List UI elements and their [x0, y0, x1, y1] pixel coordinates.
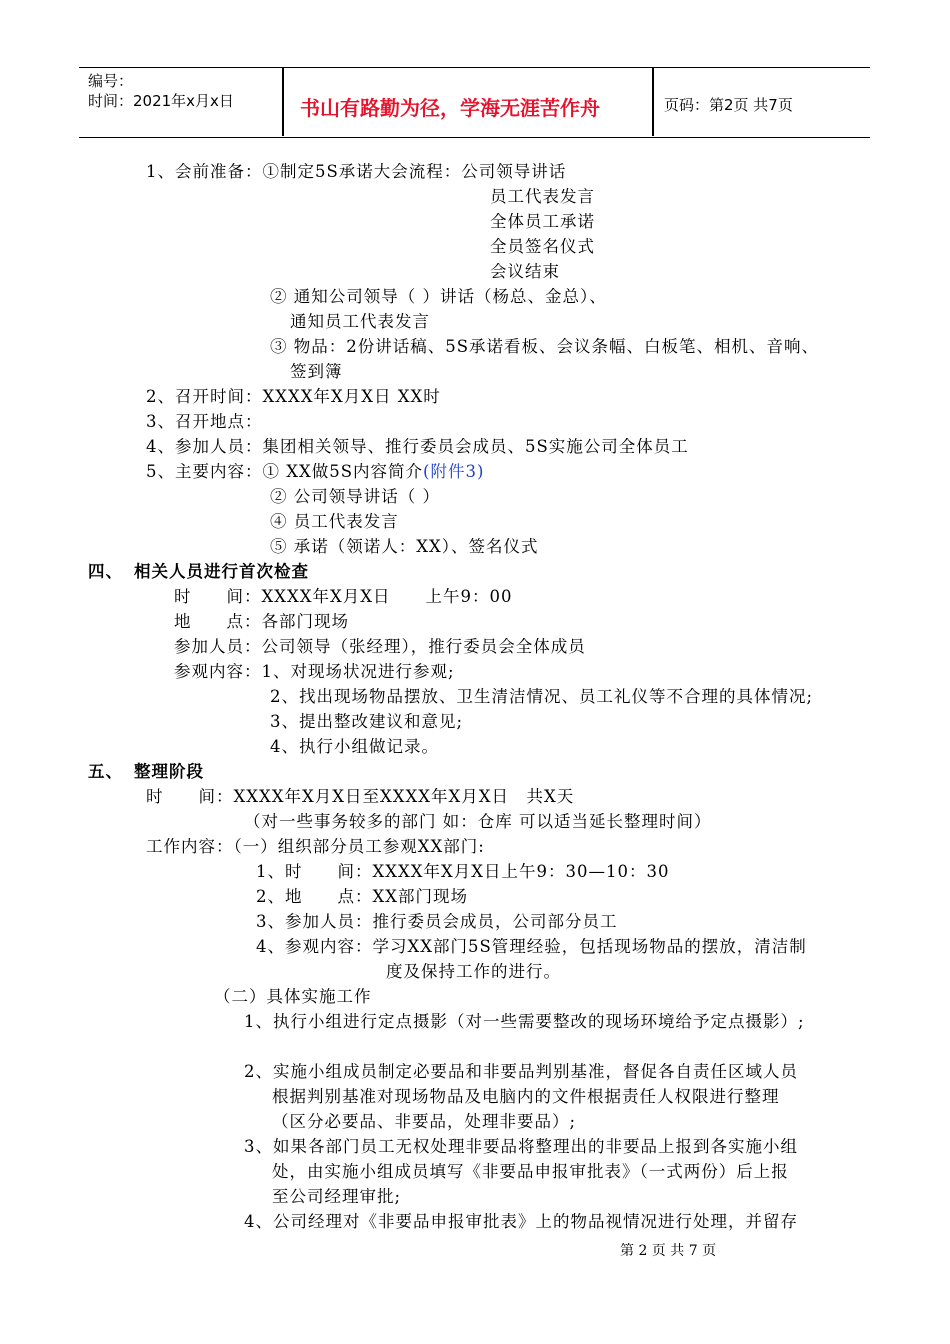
- text-line: （对一些事务较多的部门 如：仓库 可以适当延长整理时间）: [244, 812, 712, 831]
- header-motto: 书山有路勤为径，学海无涯苦作舟: [300, 96, 600, 120]
- text-line: 4、执行小组做记录。: [270, 737, 439, 756]
- text-line: ② 通知公司领导（ ）讲话（杨总、金总）、: [270, 287, 607, 306]
- section-number: 四、: [88, 562, 123, 581]
- text-line: 4、公司经理对《非要品申报审批表》上的物品视情况进行处理，并留存: [244, 1212, 798, 1231]
- section-heading: 整理阶段: [134, 762, 204, 781]
- text-line: 签到簿: [290, 362, 343, 381]
- text-line: 3、召开地点：: [146, 412, 263, 431]
- header-page-info: 页码：第2页 共7页: [664, 96, 793, 114]
- text-line: 3、参加人员：推行委员会成员，公司部分员工: [256, 912, 618, 931]
- text-line: ⑤ 承诺（领诺人：XX）、签名仪式: [270, 537, 539, 556]
- text-line: 全体员工承诺: [490, 212, 595, 231]
- text-line: 1、会前准备：①制定5S承诺大会流程：公司领导讲话: [146, 162, 567, 181]
- text-line: ② 公司领导讲话（ ）: [270, 487, 440, 506]
- text-line: （区分必要品、非要品，处理非要品）;: [272, 1112, 577, 1131]
- document-time: 时间：2021年x月x日: [88, 92, 234, 110]
- text-line: ④ 员工代表发言: [270, 512, 399, 531]
- text-line: 2、找出现场物品摆放、卫生清洁情况、员工礼仪等不合理的具体情况;: [270, 687, 814, 706]
- text-line: 时 间：XXXX年X月X日 上午9：00: [174, 587, 513, 606]
- text-line: 1、时 间：XXXX年X月X日上午9：30—10：30: [256, 862, 670, 881]
- header-divider: [282, 67, 284, 136]
- text-line: 2、实施小组成员制定必要品和非要品判别基准，督促各自责任区域人员: [244, 1062, 798, 1081]
- section-heading: 相关人员进行首次检查: [134, 562, 309, 581]
- text-line: 4、参加人员：集团相关领导、推行委员会成员、5S实施公司全体员工: [146, 437, 689, 456]
- text-line: 根据判别基准对现场物品及电脑内的文件根据责任人权限进行整理: [272, 1087, 780, 1106]
- text-line: 至公司经理审批;: [272, 1187, 402, 1206]
- text-line: 员工代表发言: [490, 187, 595, 206]
- text-line: 2、地 点：XX部门现场: [256, 887, 468, 906]
- page-footer: 第 2 页 共 7 页: [620, 1243, 717, 1259]
- text-line: 3、提出整改建议和意见;: [270, 712, 464, 731]
- text-line: 会议结束: [490, 262, 560, 281]
- text-line: 度及保持工作的进行。: [386, 962, 561, 981]
- text-line: 处，由实施小组成员填写《非要品申报审批表》（一式两份）后上报: [272, 1162, 789, 1181]
- section-number: 五、: [88, 762, 123, 781]
- text-line: 地 点：各部门现场: [174, 612, 349, 631]
- text-line: 通知员工代表发言: [290, 312, 430, 331]
- document-number-label: 编号：: [88, 72, 134, 90]
- text-line: 2、召开时间：XXXX年X月X日 XX时: [146, 387, 441, 406]
- attachment-link[interactable]: (附件3): [423, 462, 485, 481]
- text-line: 参加人员：公司领导（张经理），推行委员会全体成员: [174, 637, 586, 656]
- text-line: 3、如果各部门员工无权处理非要品将整理出的非要品上报到各实施小组: [244, 1137, 798, 1156]
- text-line: ③ 物品：2份讲话稿、5S承诺看板、会议条幅、白板笔、相机、音响、: [270, 337, 820, 356]
- header-divider: [652, 67, 654, 136]
- text-line: 1、执行小组进行定点摄影（对一些需要整改的现场环境给予定点摄影）;: [244, 1012, 805, 1031]
- text-line: 工作内容：（一）组织部分员工参观XX部门:: [146, 837, 485, 856]
- text-segment: 5、主要内容：① XX做5S内容简介: [146, 462, 424, 481]
- text-line: 4、参观内容：学习XX部门5S管理经验，包括现场物品的摆放，清洁制: [256, 937, 807, 956]
- text-line: 全员签名仪式: [490, 237, 595, 256]
- text-line: 参观内容：1、对现场状况进行参观;: [174, 662, 455, 681]
- text-line: [146, 460, 484, 484]
- text-line: （二）具体实施工作: [214, 987, 372, 1006]
- text-line: 时 间：XXXX年X月X日至XXXX年X月X日 共X天: [146, 787, 575, 806]
